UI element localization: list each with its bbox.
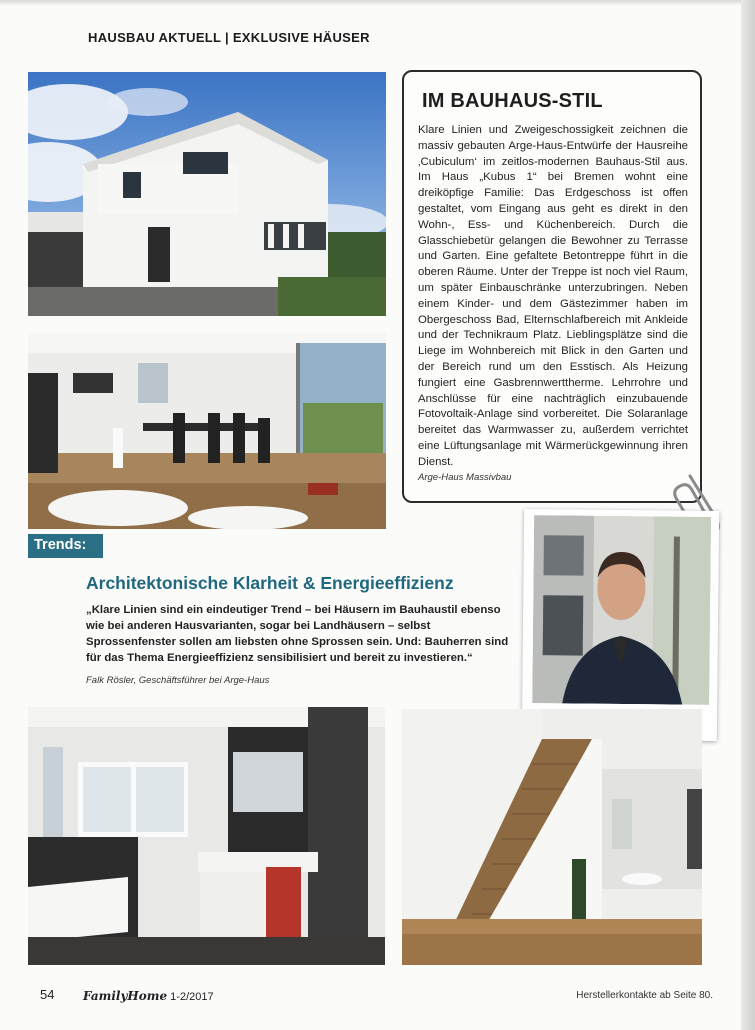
- trends-label: Trends:: [28, 534, 103, 558]
- living-room-photo: [28, 333, 386, 529]
- manufacturer-contacts-note: Herstellerkontakte ab Seite 80.: [576, 990, 713, 1001]
- issue-number: 1-2/2017: [170, 991, 214, 1003]
- staircase-photo: [402, 709, 702, 965]
- info-box-credit: Arge-Haus Massivbau: [418, 471, 512, 483]
- magazine-footer: [83, 989, 214, 1003]
- section-header: HAUSBAU AKTUELL | EXKLUSIVE HÄUSER: [88, 30, 370, 45]
- info-box-body: Klare Linien und Zweigeschossigkeit zeichnen die massiv gebauten Arge-Haus-Entwürfe der Hausreihe ‚Cubiculum‘ im zeitlos-modernen Bauhaus-Stil aus. Im Haus „Kubus 1“ bei Bremen wohnt eine dreiköpfige Familie: Das Erdgeschoss ist offen gestaltet, vom Eingang aus geht es direkt in den Wohn-, Ess- und Küchenbereich. Durch die Glasschiebetür gelangen die Bewohner zu Terrasse und Garten. Eine gefaltete Betontreppe führt in die oberen Räume. Unter der Treppe ist noch viel Raum, um später Einbauschränke unterzubringen. Neben einem Kinder- und dem Gästezimmer haben im Obergeschoss Bad, Elternschlafbereich mit Ankleide und der Technikraum Platz. Lieblingsplätze sind die Liege im Wohnbereich mit Blick in den Garten und der Bereich rund um den Esstisch. Als Heizung fungiert eine Gasbrennwerttherme. Lehrrohre und Anschlüsse für eine nachträglich einzubauende Fotovoltaik-Anlage sind vorbereitet. Die Solaranlage bereitet das Warmwasser zu, außerdem verrichtet eine Lüftungsanlage mit Wärmerückgewinnung ihren Dienst.: [418, 124, 688, 468]
- page-edge-shadow: [741, 0, 755, 1030]
- house-exterior-photo: [28, 72, 386, 316]
- info-box-title: IM BAUHAUS-STIL: [422, 90, 603, 112]
- page-number: 54: [40, 987, 55, 1002]
- trends-quote: „Klare Linien sind ein eindeutiger Trend – bei Häusern im Bauhaustil ebenso wie bei anderen Hausvarianten, sogar bei Landhäusern – selbst Sprossenfenster sollen am liebsten ohne Sprossen sein. Und: Bauherren sind für das Thema Energieeffizienz sensibilisiert und bereit zu investieren.“: [86, 604, 509, 664]
- magazine-brand: FamilyHome: [83, 989, 168, 1003]
- portrait-photo: [532, 515, 711, 705]
- quote-attribution: Falk Rösler, Geschäftsführer bei Arge-Haus: [86, 675, 270, 686]
- page-top-shadow: [0, 0, 755, 6]
- portrait-polaroid: [522, 509, 719, 741]
- bathroom-photo: [28, 707, 385, 965]
- trends-headline: Architektonische Klarheit & Energieeffizienz: [86, 573, 454, 593]
- info-box: [402, 70, 702, 503]
